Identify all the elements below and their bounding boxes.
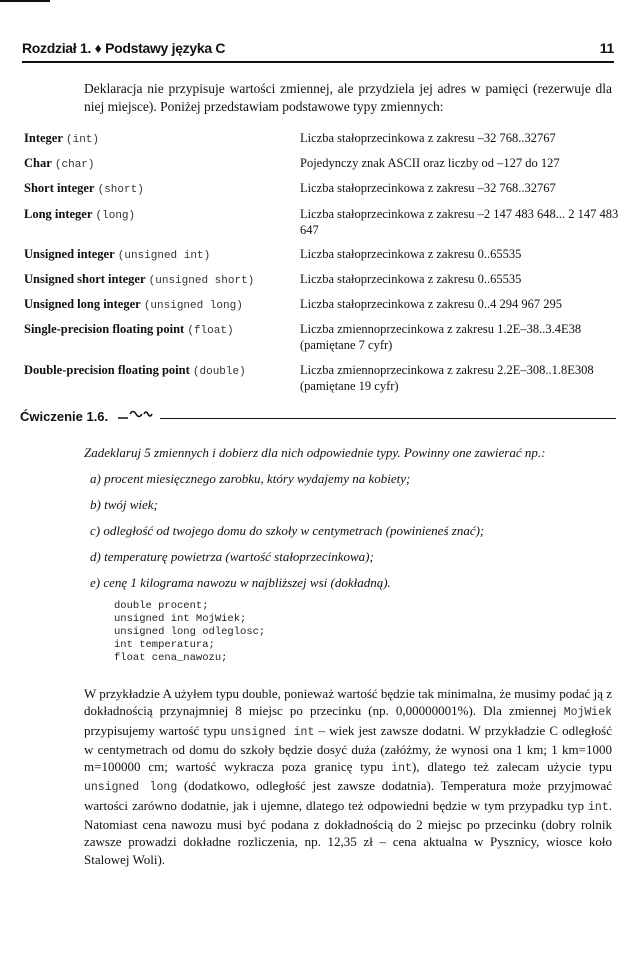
type-keyword: (char) bbox=[54, 159, 95, 171]
type-keyword: (unsigned int) bbox=[117, 250, 211, 262]
exercise-item: b) twój wiek; bbox=[90, 497, 158, 512]
type-row bbox=[24, 321, 624, 353]
type-description: Pojedynczy znak ASCII oraz liczby od –127 do 127 bbox=[300, 156, 560, 170]
type-keyword: (unsigned short) bbox=[148, 275, 255, 287]
exercise-item: e) cenę 1 kilograma nawozu w najbliższej wsi (dokładną). bbox=[90, 575, 391, 590]
type-name: Unsigned long integer bbox=[24, 297, 141, 311]
code-listing bbox=[114, 600, 514, 665]
type-name: Double-precision floating point bbox=[24, 363, 190, 377]
code-line: double procent; bbox=[114, 600, 209, 612]
type-description: Liczba zmiennoprzecinkowa z zakresu 2.2E–308..1.8E308 (pamiętane 19 cyfr) bbox=[300, 363, 594, 393]
type-name: Unsigned integer bbox=[24, 247, 115, 261]
type-description: Liczba stałoprzecinkowa z zakresu 0..65535 bbox=[300, 272, 522, 286]
exercise-item: a) procent miesięcznego zarobku, który wydajemy na kobiety; bbox=[90, 471, 411, 486]
type-description: Liczba stałoprzecinkowa z zakresu 0..65535 bbox=[300, 247, 522, 261]
type-name: Integer bbox=[24, 131, 63, 145]
type-keyword: (int) bbox=[66, 134, 100, 146]
page-header bbox=[22, 40, 614, 63]
type-row bbox=[24, 155, 624, 173]
type-row bbox=[24, 362, 624, 394]
text-segment: (dodatkowo, odległość jest zawsze dodatnia). Temperatura może przyjmować wartości zarówno dodatnie, jak i ujemne, dlatego też odpowiedni będzie w tym przypadku typ bbox=[84, 778, 612, 813]
type-keyword: (double) bbox=[192, 366, 246, 378]
type-row bbox=[24, 180, 624, 198]
inline-code: unsigned long bbox=[84, 781, 178, 795]
type-name: Short integer bbox=[24, 181, 95, 195]
type-row bbox=[24, 246, 624, 264]
chapter-title: Rozdział 1. ♦ Podstawy języka C bbox=[22, 40, 226, 56]
code-line: unsigned long odleglosc; bbox=[114, 626, 266, 638]
type-description: Liczba zmiennoprzecinkowa z zakresu 1.2E–38..3.4E38 (pamiętane 7 cyfr) bbox=[300, 322, 582, 352]
intro-paragraph: Deklaracja nie przypisuje wartości zmiennej, ale przydziela jej adres w pamięci (rezerwuje dla niej miejsce). Poniżej przedstawiam podstawowe typy zmiennych: bbox=[84, 81, 612, 114]
text-segment: ), dlatego też zalecam użycie typu bbox=[411, 759, 612, 775]
type-keyword: (long) bbox=[95, 210, 136, 222]
text-segment: W przykładzie A użyłem typu double, ponieważ wartość będzie tak minimalna, że musimy podać ją z dokładnością przynajmniej 8 miejsc po przecinku (np. 0,00000001%). Dla zmiennej bbox=[84, 686, 612, 719]
page-number: 11 bbox=[599, 40, 614, 56]
type-row bbox=[24, 296, 624, 314]
type-row bbox=[24, 130, 624, 148]
text-segment: . Natomiast cena nawozu musi być podana z dokładnością do 2 miejsc po przecinku (dobry rolnik zawsze prowadzi dokładne rozliczenia, np. 12,35 zł – cena aktualna w Pysznicy, wiosce koło Stalowej Woli). bbox=[84, 797, 612, 867]
exercise-item: c) odległość od twojego domu do szkoły w centymetrach (powinieneś znać); bbox=[90, 523, 485, 538]
heading-rule bbox=[160, 418, 616, 419]
pencil-decoration-icon bbox=[116, 408, 156, 425]
type-name: Char bbox=[24, 156, 52, 170]
exercise-heading bbox=[20, 408, 616, 424]
type-row bbox=[24, 206, 624, 238]
inline-code: int bbox=[391, 762, 412, 776]
explanation-paragraph bbox=[84, 685, 612, 868]
code-line: float cena_nawozu; bbox=[114, 652, 228, 664]
exercise-label: Ćwiczenie 1.6. bbox=[20, 408, 109, 424]
type-description: Liczba stałoprzecinkowa z zakresu –32 768..32767 bbox=[300, 131, 556, 145]
top-rule bbox=[0, 0, 50, 2]
type-keyword: (short) bbox=[97, 184, 144, 196]
type-keyword: (float) bbox=[187, 325, 234, 337]
type-name: Single-precision floating point bbox=[24, 322, 185, 336]
code-line: unsigned int MojWiek; bbox=[114, 613, 247, 625]
inline-code: unsigned int bbox=[230, 725, 315, 739]
inline-code: MojWiek bbox=[563, 706, 612, 720]
text-segment: przypisujemy wartość typu bbox=[84, 722, 231, 738]
exercise-task: Zadeklaruj 5 zmiennych i dobierz dla nich odpowiednie typy. Powinny one zawierać np.: bbox=[84, 445, 546, 460]
type-description: Liczba stałoprzecinkowa z zakresu –2 147 483 648... 2 147 483 647 bbox=[300, 207, 619, 237]
type-row bbox=[24, 271, 624, 289]
exercise-item: d) temperaturę powietrza (wartość stałoprzecinkowa); bbox=[90, 549, 374, 564]
type-keyword: (unsigned long) bbox=[143, 300, 243, 312]
type-name: Long integer bbox=[24, 207, 93, 221]
type-description: Liczba stałoprzecinkowa z zakresu –32 768..32767 bbox=[300, 181, 556, 195]
inline-code: int bbox=[588, 800, 609, 814]
type-name: Unsigned short integer bbox=[24, 272, 146, 286]
type-description: Liczba stałoprzecinkowa z zakresu 0..4 294 967 295 bbox=[300, 297, 563, 311]
text-segment: – wiek jest zawsze dodatni. W przykładzie C odległość w centymetrach od domu do szkoły będzie dosyć duża (załóżmy, że wynosi ona 1 km; 1 km=1000 m=100000 cm; wartość wykracza poza granicę typu bbox=[84, 722, 612, 775]
code-line: int temperatura; bbox=[114, 639, 215, 651]
